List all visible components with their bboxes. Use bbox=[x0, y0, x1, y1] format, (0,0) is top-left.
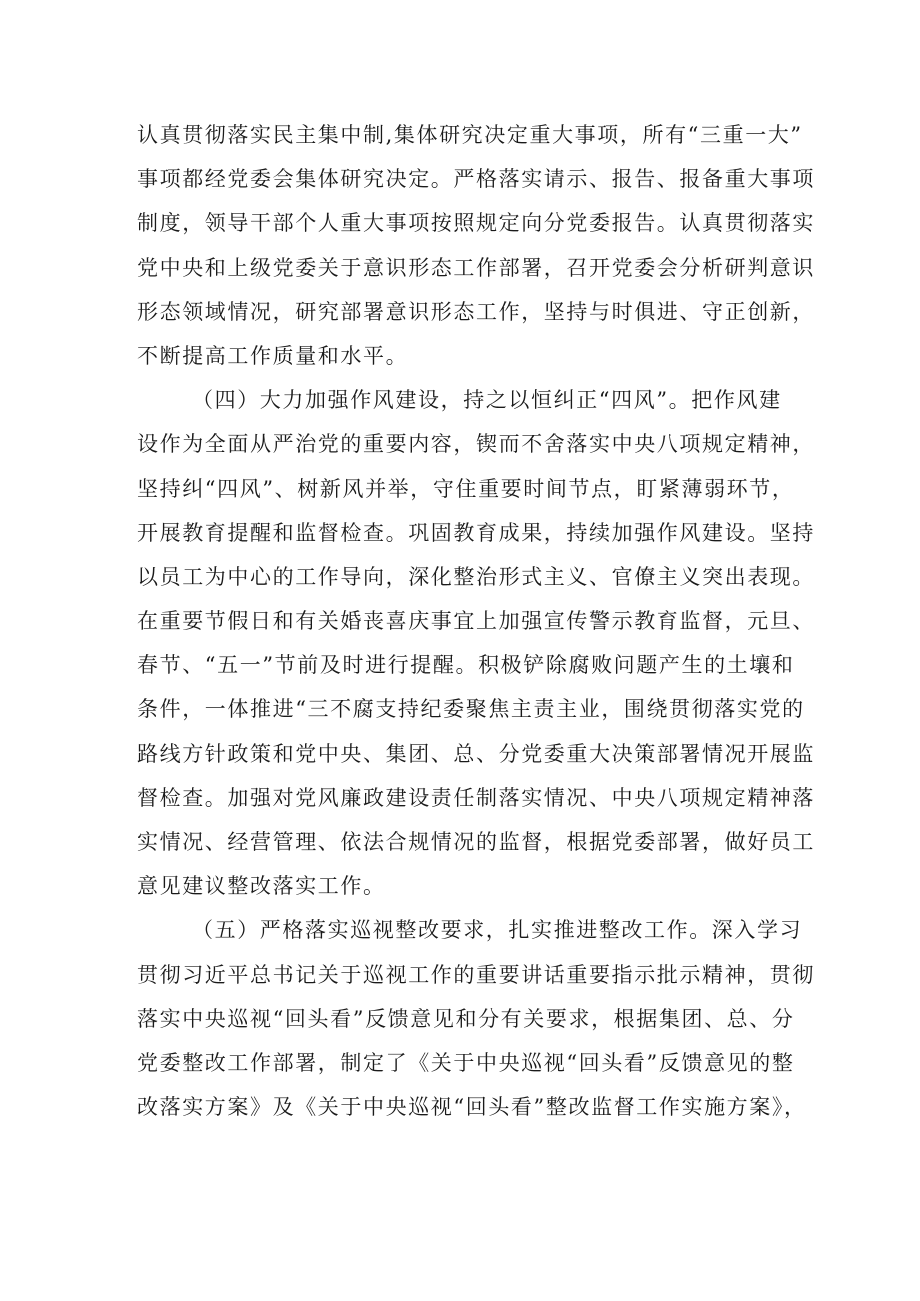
text-line: 实情况、经营管理、依法合规情况的监督，根据党委部署，做好员工 bbox=[137, 830, 815, 854]
text-line: 改落实方案》及《关于中央巡视“回头看”整改监督工作实施方案》， bbox=[137, 1095, 807, 1120]
text-line: 党中央和上级党委关于意识形态工作部署，召开党委会分析研判意识 bbox=[137, 255, 815, 280]
text-line: 制度，领导干部个人重大事项按照规定向分党委报告。认真贯彻落实 bbox=[137, 211, 815, 236]
text-line: 贯彻习近平总书记关于巡视工作的重要讲话重要指示批示精神，贯彻 bbox=[137, 962, 815, 987]
text-line: 意见建议整改落实工作。 bbox=[137, 874, 386, 899]
text-line: 在重要节假日和有关婚丧喜庆事宜上加强宣传警示教育监督，元旦、 bbox=[137, 609, 815, 634]
text-line: 开展教育提醒和监督检查。巩固教育成果，持续加强作风建设。坚持 bbox=[137, 520, 815, 545]
text-line: 事项都经党委会集体研究决定。严格落实请示、报告、报备重大事项 bbox=[137, 167, 815, 192]
paragraph-heading-line: （五）严格落实巡视整改要求，扎实推进整改工作。深入学习 bbox=[192, 918, 803, 943]
paragraph-heading-line: （四）大力加强作风建设，持之以恒纠正“四风”。把作风建 bbox=[192, 388, 782, 413]
text-line: 督检查。加强对党风廉政建设责任制落实情况、中央八项规定精神落 bbox=[137, 785, 815, 810]
text-line: 春节、“五一”节前及时进行提醒。积极铲除腐败问题产生的土壤和 bbox=[137, 653, 795, 678]
document-body bbox=[137, 113, 815, 1129]
text-line: 坚持纠“四风”、树新风并举，守住重要时间节点，盯紧薄弱环节， bbox=[137, 476, 795, 501]
text-line: 条件，一体推进“三不腐支持纪委聚焦主责主业，围绕贯彻落实党的 bbox=[137, 697, 805, 722]
text-line: 路线方针政策和党中央、集团、总、分党委重大决策部署情况开展监 bbox=[137, 741, 815, 766]
text-line: 不断提高工作质量和水平。 bbox=[137, 343, 409, 368]
text-line: 认真贯彻落实民主集中制,集体研究决定重大事项，所有“三重一大” bbox=[137, 123, 803, 147]
text-line: 形态领域情况，研究部署意识形态工作，坚持与时俱进、守正创新， bbox=[137, 299, 815, 324]
text-line: 以员工为中心的工作导向，深化整治形式主义、官僚主义突出表现。 bbox=[137, 564, 815, 589]
text-line: 落实中央巡视“回头看”反馈意见和分有关要求，根据集团、总、分 bbox=[137, 1006, 795, 1031]
text-line: 设作为全面从严治党的重要内容，锲而不舍落实中央八项规定精神， bbox=[137, 432, 815, 457]
text-line: 党委整改工作部署，制定了《关于中央巡视“回头看”反馈意见的整 bbox=[137, 1050, 795, 1075]
